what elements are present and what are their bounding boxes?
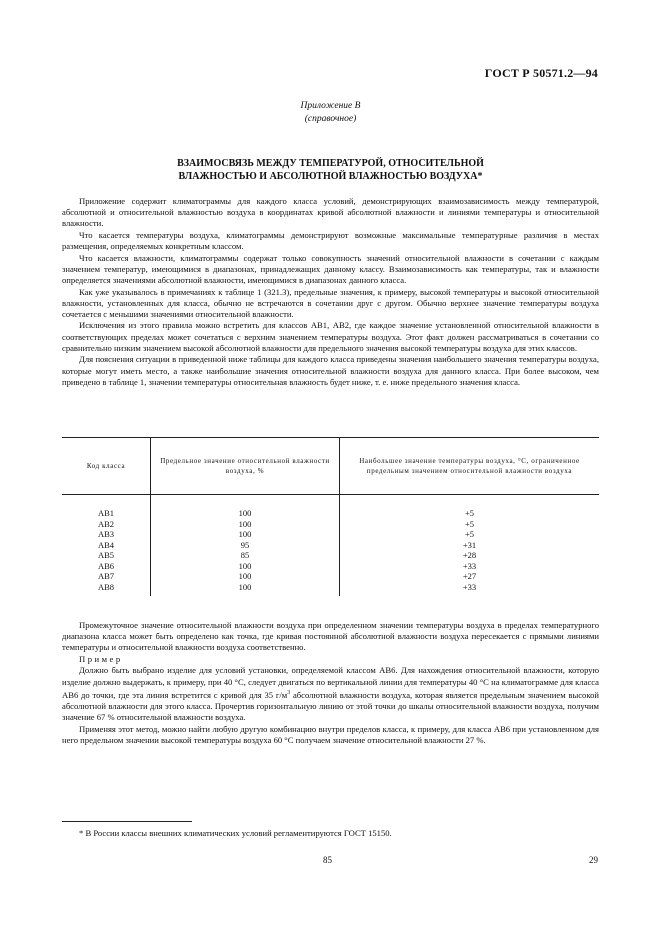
superscript: 3	[287, 689, 291, 696]
explanation-text	[62, 620, 599, 746]
table-row	[62, 540, 599, 551]
cell-code: АВ8	[62, 582, 151, 597]
cell-code: АВ1	[62, 495, 151, 519]
cell-code: АВ6	[62, 561, 151, 572]
cell-temperature: +27	[462, 571, 477, 581]
cell-temperature: +31	[462, 539, 477, 550]
example-paragraph	[62, 665, 599, 723]
standard-header: ГОСТ Р 50571.2—94	[484, 66, 598, 80]
section-title	[62, 157, 599, 183]
cell-temperature: +33	[462, 581, 477, 592]
table-row	[62, 519, 599, 530]
example-text-start: Должно быть выбрано изделие для условий установки, определяемой классом АВ6. Для нахождения относительной влажности, которую изделие должно выдержать, к примеру, при 40 °С, следует двигаться по вертикальной линии для температуры 40 °С на климатограмме для класса АВ6 до точки, где эта линия встретится с кривой для 35 г/м	[62, 665, 599, 700]
cell-humidity: 100	[151, 495, 340, 519]
cell-code: АВ2	[62, 519, 151, 530]
cell-humidity: 85	[151, 550, 340, 561]
cell-temperature: +5	[464, 529, 475, 539]
cell-humidity: 100	[151, 519, 340, 530]
cell-code: АВ3	[62, 529, 151, 540]
example-label	[62, 654, 599, 665]
paragraph: Что касается температуры воздуха, климатограммы демонстрируют возможные максимальные температурные различия в местах размещения, определяемых конкретным классом.	[62, 229, 599, 252]
paragraph: Как уже указывалось в примечаниях к таблице 1 (321.3), предельные значения, к примеру, высокой температуры и высокой относительной влажности, установленных для класса, обычно не встречаются в сочетании друг с другом. Обычно верхнее значение температуры воздуха сочетается с меньшими значениями относительной влажности.	[62, 286, 599, 319]
cell-temperature: +5	[464, 508, 475, 518]
table-header-row	[62, 438, 599, 495]
footnote: * В России классы внешних климатических условий регламентируются ГОСТ 15150.	[79, 828, 392, 838]
cell-humidity: 100	[151, 582, 340, 597]
appendix-name: Приложение В	[300, 101, 361, 111]
table-row	[62, 582, 599, 597]
intro-text	[62, 196, 599, 388]
cell-humidity: 95	[151, 540, 340, 551]
table-row	[62, 571, 599, 582]
example-text-end: абсолютной влажности воздуха, которая является предельным значением высокой абсолютной влажности для этого класса. Прочертив горизонтальную линию от этой точки до шкалы относительной влажности воздуха, получим значение 67 % относительной влажности воздуха.	[62, 689, 599, 723]
page-number-right: 29	[589, 855, 598, 865]
title-line-1: ВЗАИМОСВЯЗЬ МЕЖДУ ТЕМПЕРАТУРОЙ, ОТНОСИТЕЛЬНОЙ	[177, 158, 484, 169]
paragraph: Для пояснения ситуации в приведенной ниже таблицы для каждого класса приведены значения наибольшего значения температуры воздуха, которые могут иметь место, а также наибольшие значения относительной влажности воздуха для данного класса. При более высоком, чем приведено в таблице 1, значении температуры относительная влажность будет ниже, т. е. ниже предельного значения класса.	[62, 354, 599, 387]
cell-humidity: 100	[151, 561, 340, 572]
table-row	[62, 550, 599, 561]
cell-code: АВ7	[62, 571, 151, 582]
appendix-note: (справочное)	[304, 114, 357, 124]
cell-code: АВ4	[62, 540, 151, 551]
paragraph: Промежуточное значение относительной влажности воздуха при определенном значении температуры воздуха в пределах температурного диапазона класса может быть определено как точка, где кривая постоянной абсолютной влажности воздуха пересекается с прямыми линиями температуры и относительной влажности воздуха соответственно.	[62, 620, 599, 653]
class-limits-table	[62, 437, 599, 596]
paragraph: Приложение содержит климатограммы для каждого класса условий, демонстрирующих взаимозависимость между температурой, абсолютной и относительной влажностью воздуха в координатах кривой абсолютной влажности и линиями температуры и относительной влажности.	[62, 196, 599, 229]
example-label-text: Пример	[79, 653, 123, 664]
cell-temperature: +28	[462, 550, 477, 560]
table-row	[62, 561, 599, 572]
title-line-2: ВЛАЖНОСТЬЮ И АБСОЛЮТНОЙ ВЛАЖНОСТЬЮ ВОЗДУХА*	[178, 171, 483, 182]
header-humidity: Предельное значение относительной влажности воздуха, %	[151, 438, 340, 495]
table-row	[62, 529, 599, 540]
footnote-divider	[62, 821, 192, 822]
header-temperature: Наибольшее значение температуры воздуха, °С, ограниченное предельным значением относительной влажности воздуха	[340, 438, 600, 495]
cell-humidity: 100	[151, 529, 340, 540]
paragraph: Что касается влажности, климатограммы содержат только совокупность значений относительной влажности в сочетании с каждым значением температур, имеющимися в диапазонах, принадлежащих данному классу. Взаимозависимость как температуры, так и влажности определяется значениями абсолютной влажности, имеющимися в диапазонах данного класса.	[62, 252, 599, 286]
cell-code: АВ5	[62, 550, 151, 561]
header-code: Код класса	[62, 438, 151, 495]
paragraph: Исключения из этого правила можно встретить для классов АВ1, АВ2, где каждое значение установленной относительной влажности в соответствующих пределах может сочетаться с верхним значением температуры воздуха. Этот факт должен рассматриваться в сочетании со сравнительно низким значением высокой абсолютной влажности для предельного значения высокой температуры воздуха для этих классов.	[62, 320, 599, 353]
page-number-center: 85	[323, 855, 332, 865]
cell-temperature: +33	[462, 560, 477, 571]
cell-humidity: 100	[151, 571, 340, 582]
table-row	[62, 495, 599, 519]
cell-temperature: +5	[464, 518, 475, 529]
paragraph: Применяя этот метод, можно найти любую другую комбинацию внутри пределов класса, к примеру, для класса АВ6 при установленном для него предельном значении высокой температуры воздуха 60 °С получаем значение относительной влажности 27 %.	[62, 723, 599, 745]
